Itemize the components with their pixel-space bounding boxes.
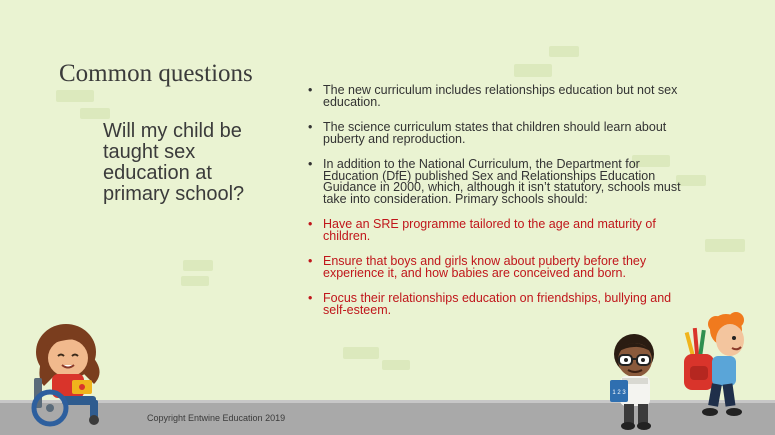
slide-title: Common questions (59, 60, 253, 87)
background-brick (80, 108, 110, 119)
bullet-item: • Ensure that boys and girls know about puberty before they experience it, and how babies are conceived and born. (308, 256, 683, 279)
background-brick (183, 260, 213, 271)
boy-with-book-icon (604, 332, 666, 432)
background-brick (181, 276, 209, 286)
question-heading: Will my child be taught sex education at primary school? (103, 120, 245, 205)
background-brick (382, 360, 410, 370)
bullet-item: • Have an SRE programme tailored to the age and maturity of children. (308, 219, 683, 242)
book (610, 380, 628, 402)
background-brick (549, 46, 579, 57)
copyright-footer: Copyright Entwine Education 2019 (147, 413, 286, 423)
background-brick (705, 239, 745, 252)
book-label: 1 2 3 (612, 390, 626, 396)
wheelchair-girl-icon (22, 318, 117, 428)
background-brick (343, 347, 379, 359)
bullet-item: • Focus their relationships education on friendships, bullying and self-esteem. (308, 293, 683, 316)
boy-with-backpack-icon (680, 312, 752, 422)
bullet-item: • The science curriculum states that children should learn about puberty and reproduction. (308, 122, 683, 145)
bullet-item: • In addition to the National Curriculum, the Department for Education (DfE) published Sex and Relationships Education Guidance in 2000, which, although it isn’t statutory, schools must take into consideration. Primary schools should: (308, 159, 683, 205)
background-brick (514, 64, 552, 77)
bullet-item: • The new curriculum includes relationships education but not sex education. (308, 85, 683, 108)
bullet-list (308, 85, 683, 330)
background-brick (56, 90, 94, 102)
